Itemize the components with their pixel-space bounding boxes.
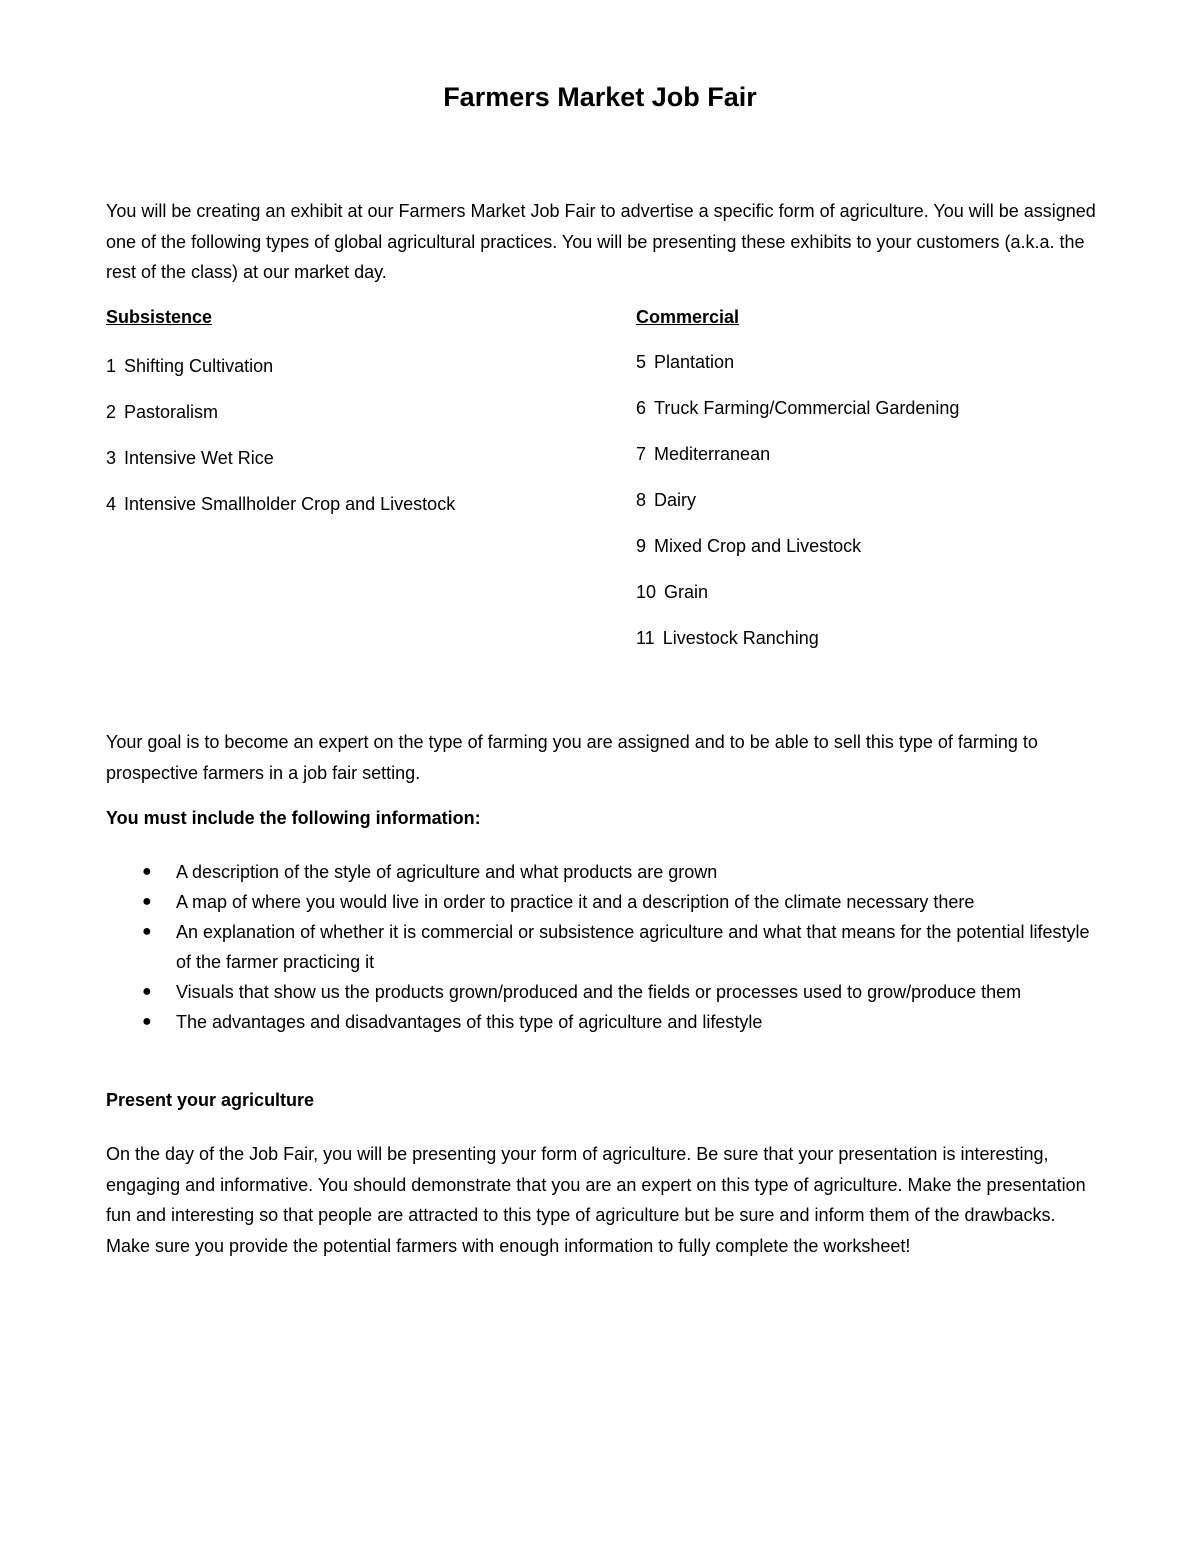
item-label: Pastoralism bbox=[124, 402, 219, 422]
list-item bbox=[106, 977, 1096, 1007]
item-label: Livestock Ranching bbox=[662, 628, 819, 648]
bullet-icon: ● bbox=[142, 1013, 152, 1030]
list-item-commercial-10 bbox=[636, 582, 708, 603]
list-item bbox=[106, 1007, 1096, 1037]
item-label: Intensive Smallholder Crop and Livestock bbox=[124, 494, 456, 514]
page-title: Farmers Market Job Fair bbox=[443, 82, 757, 112]
bullet-icon: ● bbox=[142, 923, 152, 940]
list-item-subsistence-4 bbox=[106, 494, 455, 515]
requirement-text: A description of the style of agriculture and what products are grown bbox=[176, 862, 718, 882]
commercial-heading: Commercial bbox=[636, 307, 740, 327]
requirement-text: The advantages and disadvantages of this type of agriculture and lifestyle bbox=[176, 1012, 763, 1032]
list-item-commercial-9 bbox=[636, 536, 861, 557]
item-number: 4 bbox=[106, 494, 117, 514]
goal-paragraph: Your goal is to become an expert on the type of farming you are assigned and to be able to sell this type of farming to prospective farmers in a job fair setting. bbox=[106, 732, 1038, 783]
present-heading: Present your agriculture bbox=[106, 1090, 315, 1110]
list-item-commercial-5 bbox=[636, 352, 734, 373]
list-item bbox=[106, 917, 1096, 977]
item-label: Plantation bbox=[654, 352, 735, 372]
item-label: Shifting Cultivation bbox=[124, 356, 274, 376]
intro-paragraph: You will be creating an exhibit at our Farmers Market Job Fair to advertise a specific form of agriculture. You will be assigned one of the following types of global agricultural practices. You will be presenting these exhibits to your customers (a.k.a. the rest of the class) at our market day. bbox=[106, 201, 1096, 282]
item-label: Mixed Crop and Livestock bbox=[654, 536, 862, 556]
item-number: 7 bbox=[636, 444, 647, 464]
list-item-commercial-8 bbox=[636, 490, 696, 511]
closing-paragraph: On the day of the Job Fair, you will be presenting your form of agriculture. Be sure that your presentation is interesting, engaging and informative. You should demonstrate that you are an expert on this type of agriculture. Make the presentation fun and interesting so that people are attracted to this type of agriculture but be sure and inform them of the drawbacks. Make sure you provide the potential farmers with enough information to fully complete the worksheet! bbox=[106, 1144, 1086, 1256]
item-number: 3 bbox=[106, 448, 117, 468]
item-number: 1 bbox=[106, 356, 117, 376]
list-item-commercial-7 bbox=[636, 444, 770, 465]
list-item-subsistence-3 bbox=[106, 448, 274, 469]
subsistence-heading: Subsistence bbox=[106, 307, 213, 327]
list-item-subsistence-2 bbox=[106, 402, 218, 423]
item-number: 6 bbox=[636, 398, 647, 418]
list-item bbox=[106, 857, 1096, 887]
list-item-commercial-6 bbox=[636, 398, 959, 419]
item-number: 9 bbox=[636, 536, 647, 556]
list-item-subsistence-1 bbox=[106, 356, 273, 377]
item-label: Intensive Wet Rice bbox=[124, 448, 274, 468]
item-number: 10 bbox=[636, 582, 657, 602]
bullet-icon: ● bbox=[142, 893, 152, 910]
item-number: 5 bbox=[636, 352, 647, 372]
item-number: 8 bbox=[636, 490, 647, 510]
item-number: 11 bbox=[636, 628, 655, 648]
bullet-icon: ● bbox=[142, 863, 152, 880]
bullet-icon: ● bbox=[142, 983, 152, 1000]
item-label: Dairy bbox=[654, 490, 697, 510]
requirement-text: Visuals that show us the products grown/produced and the fields or processes used to grow/produce them bbox=[176, 982, 1022, 1002]
list-item-commercial-11 bbox=[636, 628, 819, 649]
item-label: Grain bbox=[664, 582, 709, 602]
requirement-text: An explanation of whether it is commercial or subsistence agriculture and what that means for the potential lifestyle of the farmer practicing it bbox=[176, 922, 1090, 972]
requirement-text: A map of where you would live in order to practice it and a description of the climate necessary there bbox=[176, 892, 975, 912]
requirements-heading: You must include the following information: bbox=[106, 808, 481, 828]
item-number: 2 bbox=[106, 402, 117, 422]
item-label: Mediterranean bbox=[654, 444, 771, 464]
requirements-list bbox=[106, 857, 1096, 1037]
item-label: Truck Farming/Commercial Gardening bbox=[654, 398, 960, 418]
list-item bbox=[106, 887, 1096, 917]
